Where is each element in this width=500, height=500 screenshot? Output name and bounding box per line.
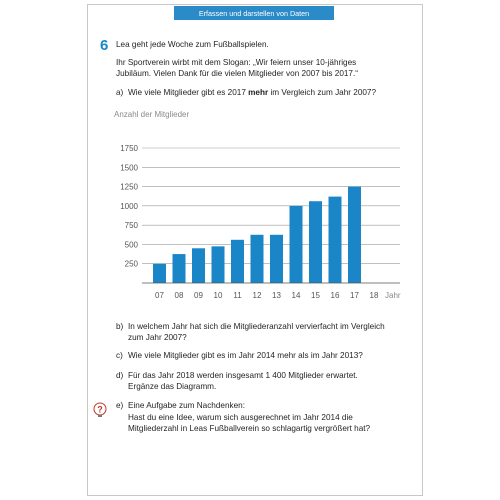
y-tick-label: 1500: [120, 163, 138, 173]
question-a-text-end: im Vergleich zum Jahr 2007?: [268, 88, 377, 97]
bar: [173, 254, 186, 283]
question-e-line3: Mitgliederzahl in Leas Fußballverein so schlagartig vergrößert hat?: [128, 424, 371, 433]
chapter-title: Erfassen und darstellen von Daten: [198, 8, 310, 18]
question-b-line2: zum Jahr 2007?: [128, 333, 187, 342]
x-tick-label: 08: [174, 291, 184, 300]
x-tick-label: 15: [311, 291, 320, 300]
x-axis-label: Jahr: [385, 291, 401, 300]
y-tick-label: 500: [124, 240, 138, 250]
x-tick-label: 14: [291, 291, 301, 300]
question-e-line1: Eine Aufgabe zum Nachdenken:: [128, 401, 245, 410]
chapter-header: [174, 6, 334, 20]
question-a-bold-word: mehr: [248, 88, 269, 97]
question-d-letter: d): [116, 371, 124, 380]
bar: [348, 187, 361, 283]
question-c-line1: Wie viele Mitglieder gibt es im Jahr 2014 mehr als im Jahr 2013?: [128, 351, 363, 360]
svg-text:?: ?: [97, 404, 103, 415]
question-lightbulb-icon: [92, 402, 108, 418]
bar: [212, 246, 225, 283]
bar: [192, 248, 205, 283]
y-tick-label: 1750: [120, 144, 138, 153]
x-tick-label: 09: [194, 291, 203, 300]
task-intro: Lea geht jede Woche zum Fußballspielen.: [116, 40, 269, 49]
question-c-letter: c): [116, 351, 123, 360]
x-tick-label: 18: [369, 291, 379, 300]
y-tick-label: 1000: [120, 201, 138, 211]
question-d-line2: Ergänze das Diagramm.: [128, 382, 217, 391]
x-tick-label: 13: [272, 291, 281, 300]
y-tick-label: 250: [124, 259, 138, 269]
chart-bars: [153, 187, 361, 283]
x-tick-label: 10: [213, 291, 223, 300]
y-tick-labels: [120, 144, 138, 269]
question-a-letter: a): [116, 88, 124, 97]
bar: [290, 206, 303, 283]
bar: [153, 264, 166, 283]
task-number: 6: [100, 37, 109, 54]
question-b-line1: In welchem Jahr hat sich die Mitgliederanzahl vervierfacht im Vergleich: [128, 322, 385, 331]
question-e-line2: Hast du eine Idee, warum sich ausgerechnet im Jahr 2014 die: [128, 413, 353, 422]
question-e-letter: e): [116, 401, 124, 410]
members-bar-chart: [110, 108, 410, 308]
x-tick-label: 11: [233, 291, 242, 300]
y-tick-label: 1250: [120, 182, 138, 192]
y-axis-label: Anzahl der Mitglieder: [114, 110, 190, 119]
x-tick-label: 16: [330, 291, 340, 300]
question-a-text: [128, 88, 376, 99]
question-d-line1: Für das Jahr 2018 werden insgesamt 1 400 Mitglieder erwartet.: [128, 371, 358, 380]
bar: [329, 197, 342, 283]
bar: [270, 235, 283, 283]
bar: [251, 235, 264, 283]
x-tick-label: 17: [350, 291, 359, 300]
bar: [231, 240, 244, 283]
task-slogan-line1: Ihr Sportverein wirbt mit dem Slogan: „Wir feiern unser 10-jähriges: [116, 58, 357, 67]
task-slogan-line2: Jubiläum. Vielen Dank für die vielen Mitglieder von 2007 bis 2017.“: [116, 69, 358, 78]
y-tick-label: 750: [124, 221, 138, 231]
x-tick-label: 07: [155, 291, 164, 300]
x-tick-labels: [155, 291, 379, 300]
question-a-text-start: Wie viele Mitglieder gibt es 2017: [128, 88, 249, 97]
x-tick-label: 12: [252, 291, 262, 300]
bar: [309, 201, 322, 283]
question-b-letter: b): [116, 322, 124, 331]
